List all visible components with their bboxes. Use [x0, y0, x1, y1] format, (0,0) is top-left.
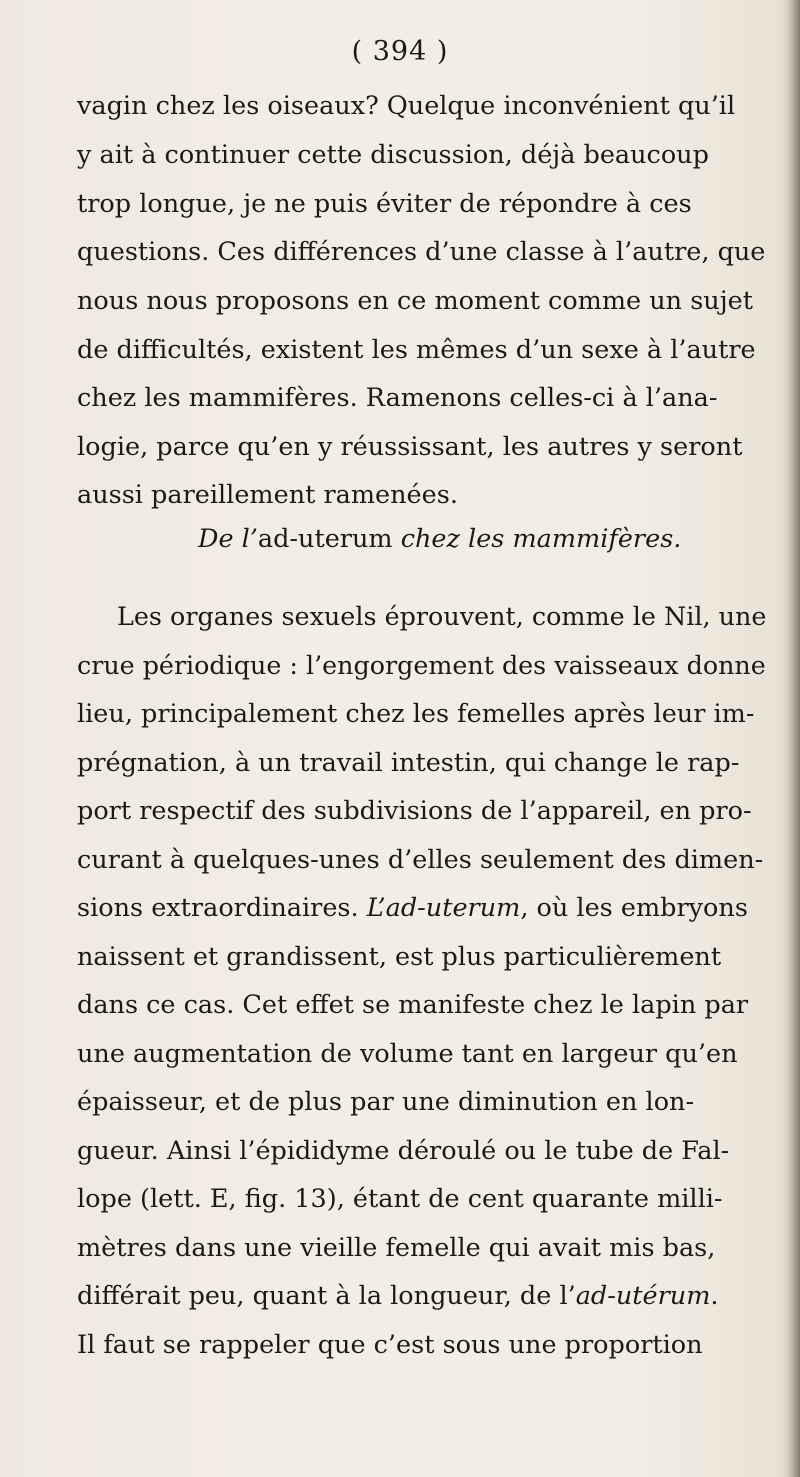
text-line: lieu, principalement chez les femelles après leur im-	[77, 699, 755, 729]
text-line: mètres dans une vieille femelle qui avait mis bas,	[77, 1233, 716, 1263]
text-span: sions extraordinaires.	[77, 893, 367, 923]
page-number: ( 394 )	[351, 36, 449, 67]
section-heading	[198, 523, 681, 555]
text-span: différait peu, quant à la longueur, de l’	[77, 1281, 576, 1311]
text-line: gueur. Ainsi l’épididyme déroulé ou le tube de Fal-	[77, 1136, 730, 1166]
text-line: une augmentation de volume tant en largeur qu’en	[77, 1039, 738, 1069]
text-line: logie, parce qu’en y réussissant, les autres y seront	[77, 432, 743, 462]
text-line: de difficultés, existent les mêmes d’un sexe à l’autre	[77, 335, 756, 365]
heading-part-1: De l’	[198, 524, 258, 554]
text-span-italic: L’ad-uterum	[366, 893, 521, 923]
text-line: curant à quelques-unes d’elles seulement des dimen-	[77, 845, 764, 875]
text-line	[77, 1280, 719, 1312]
text-line: dans ce cas. Cet effet se manifeste chez le lapin par	[77, 990, 749, 1020]
page-gutter-shadow	[786, 0, 800, 1477]
text-line: vagin chez les oiseaux? Quelque inconvénient qu’il	[77, 91, 736, 121]
text-line: port respectif des subdivisions de l’appareil, en pro-	[77, 796, 752, 826]
text-line: nous nous proposons en ce moment comme un sujet	[77, 286, 753, 316]
heading-part-2: ad-uterum	[257, 524, 393, 554]
text-line: aussi pareillement ramenées.	[77, 480, 458, 510]
text-span: .	[710, 1281, 719, 1311]
text-line: questions. Ces différences d’une classe à l’autre, que	[77, 237, 766, 267]
text-line: trop longue, je ne puis éviter de répondre à ces	[77, 189, 692, 219]
text-line: Il faut se rappeler que c’est sous une proportion	[77, 1330, 703, 1360]
text-span-italic: ad-utérum	[575, 1281, 711, 1311]
text-line: y ait à continuer cette discussion, déjà beaucoup	[77, 140, 709, 170]
heading-part-3: chez les mammifères.	[392, 524, 682, 554]
text-line: naissent et grandissent, est plus particulièrement	[77, 942, 722, 972]
text-line	[77, 892, 748, 924]
text-line: lope (lett. E, fig. 13), étant de cent quarante milli-	[77, 1184, 723, 1214]
text-line: prégnation, à un travail intestin, qui change le rap-	[77, 748, 740, 778]
text-line: chez les mammifères. Ramenons celles-ci à l’ana-	[77, 383, 718, 413]
text-line: Les organes sexuels éprouvent, comme le Nil, une	[117, 602, 767, 632]
text-span: , où les embryons	[520, 893, 748, 923]
text-line: épaisseur, et de plus par une diminution en lon-	[77, 1087, 695, 1117]
text-line: crue périodique : l’engorgement des vaisseaux donne	[77, 651, 766, 681]
